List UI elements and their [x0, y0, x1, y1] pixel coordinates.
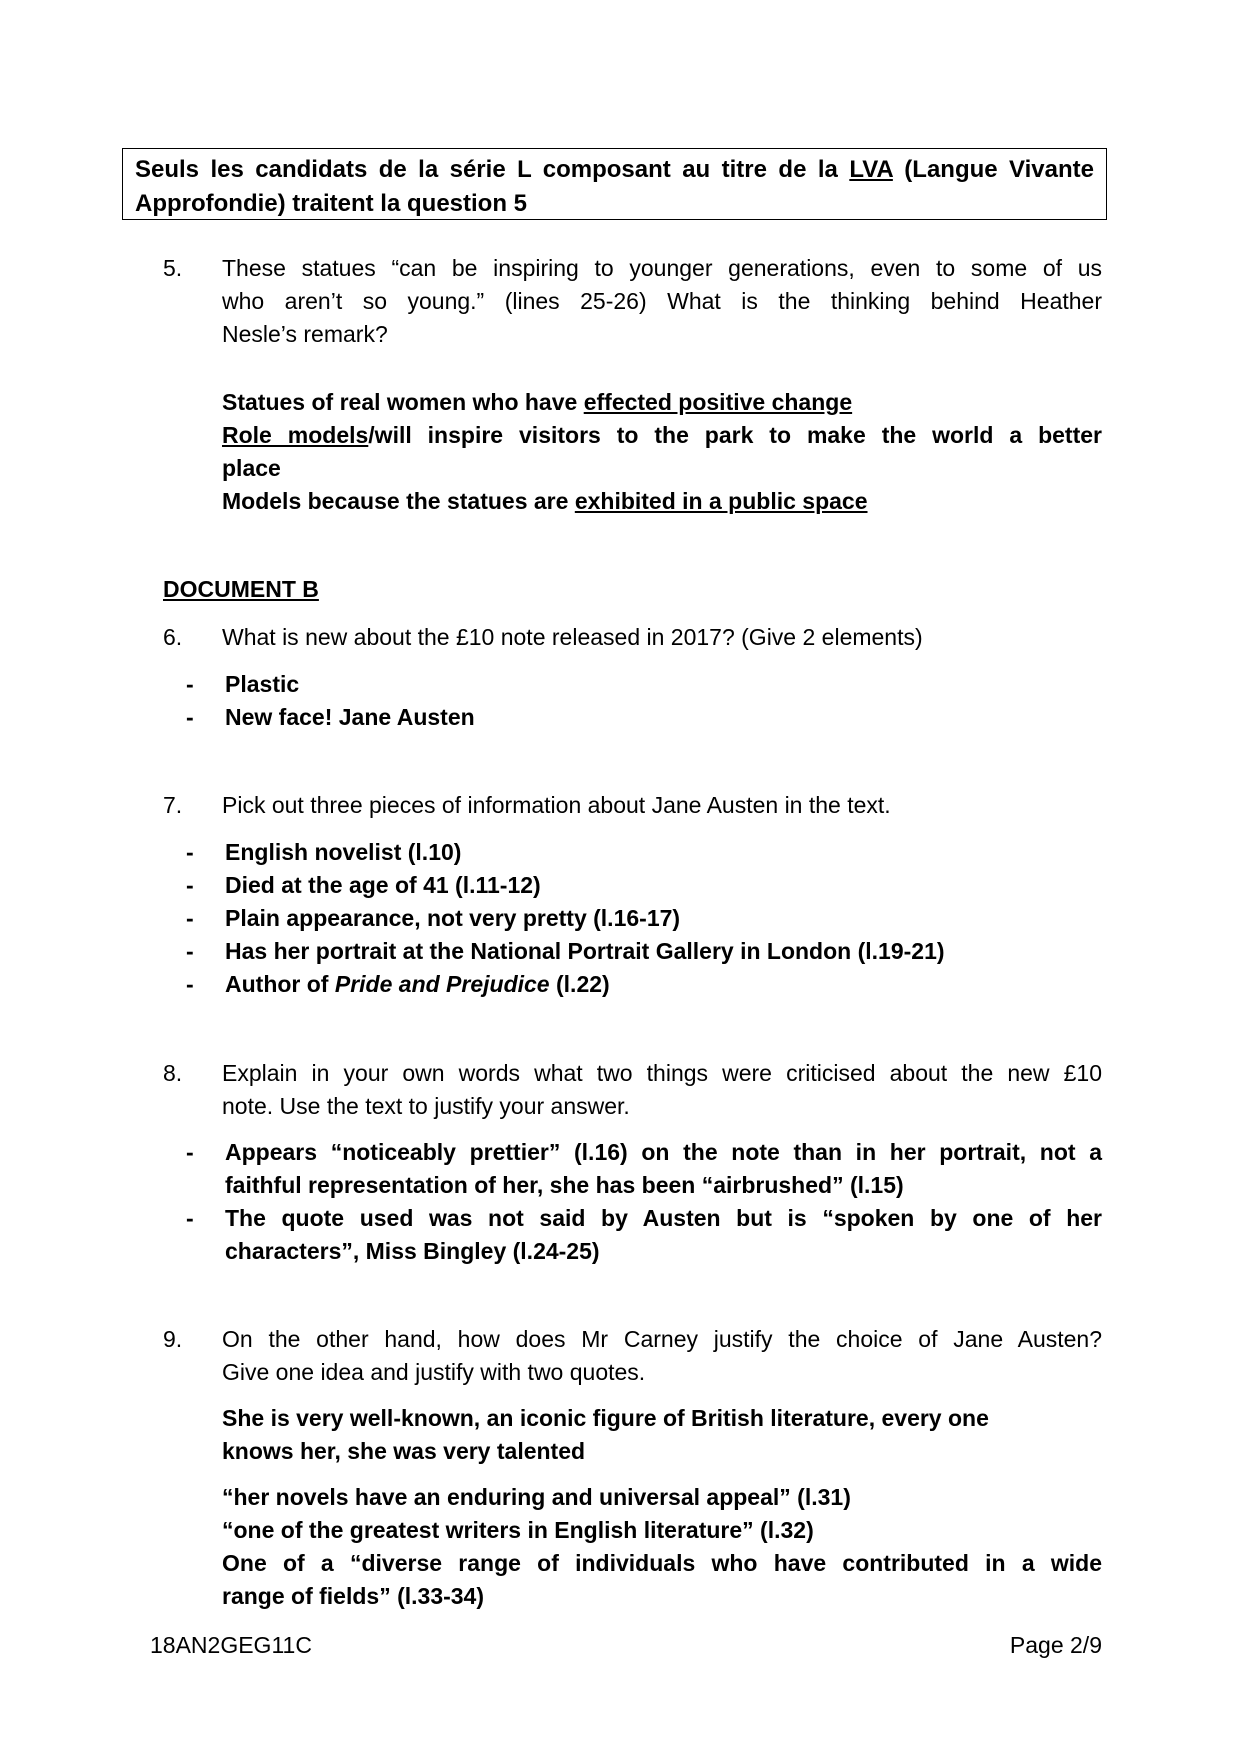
footer-document-code: 18AN2GEG11C	[150, 1632, 312, 1658]
list-dash: -	[186, 872, 194, 898]
answer-7-item: English novelist (l.10)	[225, 839, 462, 865]
question-8-number: 8.	[163, 1060, 183, 1086]
list-dash: -	[186, 1139, 194, 1165]
answer-5-text: Statues of real women who have	[222, 389, 584, 415]
question-5-text	[222, 252, 1102, 351]
answer-6-item: Plastic	[225, 671, 300, 697]
question-5-number: 5.	[163, 255, 183, 281]
answer-8-item-line: characters”, Miss Bingley (l.24-25)	[225, 1238, 600, 1264]
question-5-line-2: who aren’t so young.” (lines 25-26) What is the thinking behind Heather	[222, 288, 1102, 314]
question-8-line-1: Explain in your own words what two things were criticised about the new £10	[222, 1060, 1102, 1086]
question-7-number: 7.	[163, 792, 183, 818]
question-7-text: Pick out three pieces of information about Jane Austen in the text.	[222, 792, 891, 818]
answer-8-item-line: Appears “noticeably prettier” (l.16) on the note than in her portrait, not a	[225, 1139, 1102, 1165]
answer-8-item	[225, 1202, 1102, 1268]
answer-5-text: Models because the statues are	[222, 488, 575, 514]
answer-5-line-2	[222, 419, 1102, 452]
question-8-line-2: note. Use the text to justify your answer.	[222, 1093, 630, 1119]
question-6-number: 6.	[163, 624, 183, 650]
footer-page-number: Page 2/9	[1009, 1632, 1102, 1658]
question-9-number: 9.	[163, 1326, 183, 1352]
answer-7-item	[225, 968, 1102, 1001]
section-heading-document-b: DOCUMENT B	[163, 576, 319, 602]
question-6-text: What is new about the £10 note released in 2017? (Give 2 elements)	[222, 624, 923, 650]
answer-5-underlined: exhibited in a public space	[574, 488, 868, 514]
list-dash: -	[186, 1205, 194, 1231]
answer-9-idea-line: knows her, she was very talented	[222, 1438, 586, 1464]
question-9-line-2: Give one idea and justify with two quotes.	[222, 1359, 646, 1385]
question-5-line-1: These statues “can be inspiring to younger generations, even to some of us	[222, 255, 1102, 281]
answer-9-quotes	[222, 1481, 1102, 1613]
answer-8-item-line: The quote used was not said by Austen but is “spoken by one of her	[225, 1205, 1102, 1231]
answer-9-idea	[222, 1402, 1102, 1468]
question-8-text	[222, 1057, 1102, 1123]
list-dash: -	[186, 938, 194, 964]
answer-9-quote: “her novels have an enduring and universal appeal” (l.31)	[222, 1484, 851, 1510]
lva-notice-box	[122, 148, 1107, 220]
notice-text-part2: (Langue Vivante Approfondie) traitent la question 5	[135, 156, 1094, 217]
list-dash: -	[186, 704, 194, 730]
answer-7-item: Plain appearance, not very pretty (l.16-17)	[225, 905, 681, 931]
answer-8-item-line: faithful representation of her, she has been “airbrushed” (l.15)	[225, 1172, 904, 1198]
answer-5-line-3: place	[222, 455, 281, 481]
answer-9-quote: “one of the greatest writers in English literature” (l.32)	[222, 1517, 814, 1543]
answer-6-item: New face! Jane Austen	[225, 704, 475, 730]
answer-5-underlined: effected positive change	[583, 389, 853, 415]
answer-7-item: Died at the age of 41 (l.11-12)	[225, 872, 541, 898]
list-dash: -	[186, 905, 194, 931]
question-9-line-1: On the other hand, how does Mr Carney justify the choice of Jane Austen?	[222, 1326, 1102, 1352]
list-dash: -	[186, 671, 194, 697]
answer-5	[222, 386, 1102, 518]
answer-5-line-1	[222, 386, 1102, 419]
answer-7-item-text: (l.22)	[549, 971, 610, 997]
answer-9-quote: range of fields” (l.33-34)	[222, 1583, 485, 1609]
notice-text-part1: Seuls les candidats de la série L composant au titre de la	[135, 156, 850, 183]
answer-9-quote: One of a “diverse range of individuals who have contributed in a wide	[222, 1550, 1102, 1576]
answer-5-line-4	[222, 485, 1102, 518]
answer-7-item-book-title: Pride and Prejudice	[334, 971, 550, 997]
question-9-text	[222, 1323, 1102, 1389]
answer-8-item	[225, 1136, 1102, 1202]
list-dash: -	[186, 839, 194, 865]
list-dash: -	[186, 971, 194, 997]
answer-5-text: /will inspire visitors to the park to make the world a better	[368, 422, 1102, 448]
question-5-line-3: Nesle’s remark?	[222, 321, 388, 347]
answer-5-underlined: Role models	[222, 422, 369, 448]
answer-7-item: Has her portrait at the National Portrait Gallery in London (l.19-21)	[225, 938, 945, 964]
answer-9-idea-line: She is very well-known, an iconic figure of British literature, every one	[222, 1405, 989, 1431]
answer-7-item-text: Author of	[225, 971, 335, 997]
notice-lva-underlined: LVA	[849, 156, 893, 183]
